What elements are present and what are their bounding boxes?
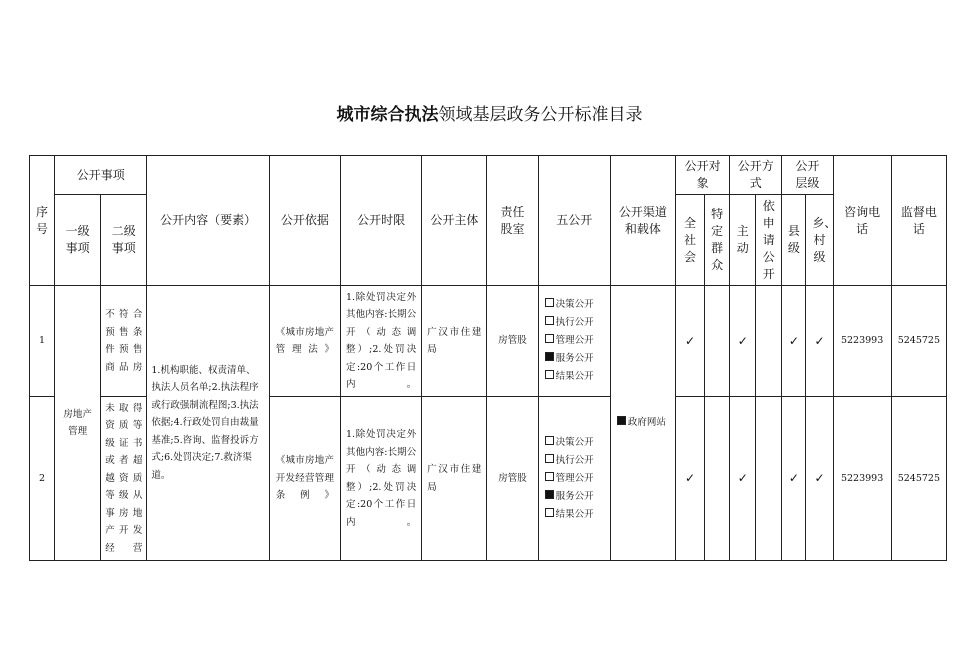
header-consult-phone: 咨询电话 xyxy=(833,156,891,286)
row-seq: 2 xyxy=(30,397,55,561)
method-request-check xyxy=(756,286,782,397)
header-method: 公开方式 xyxy=(730,156,782,195)
header-subject: 公开主体 xyxy=(422,156,487,286)
header-channel: 公开渠道和载体 xyxy=(610,156,675,286)
catalog-table xyxy=(29,155,947,561)
header-seq: 序号 xyxy=(30,156,55,286)
checkbox-icon xyxy=(545,472,554,481)
target-all-check: ✓ xyxy=(676,397,705,561)
checked-box-icon xyxy=(545,352,554,361)
header-department: 责任股室 xyxy=(487,156,538,286)
option-management: 管理公开 xyxy=(545,470,610,488)
level-village-check: ✓ xyxy=(806,397,833,561)
consult-phone: 5223993 xyxy=(833,286,891,397)
header-supervise-phone: 监督电话 xyxy=(891,156,946,286)
header-method-active: 主动 xyxy=(730,195,756,286)
checked-box-icon xyxy=(545,490,554,499)
level-county-check: ✓ xyxy=(782,286,806,397)
time-limit: 1.除处罚决定外其他内容:长期公开（动态调整）;2.处罚决定:20个工作日内。 xyxy=(340,286,421,397)
checkbox-icon xyxy=(545,316,554,325)
header-target: 公开对象 xyxy=(676,156,730,195)
public-subject: 广汉市住建局 xyxy=(422,286,487,397)
checkbox-icon xyxy=(545,370,554,379)
consult-phone: 5223993 xyxy=(833,397,891,561)
public-basis: 《城市房地产开发经营管理条例》 xyxy=(269,397,340,561)
option-result: 结果公开 xyxy=(545,506,610,524)
option-service: 服务公开 xyxy=(545,350,610,368)
target-specific-check xyxy=(705,397,730,561)
header-level2: 二级事项 xyxy=(101,195,147,286)
supervise-phone: 5245725 xyxy=(891,286,946,397)
checkbox-icon xyxy=(545,298,554,307)
level-county-check: ✓ xyxy=(782,397,806,561)
target-specific-check xyxy=(705,286,730,397)
header-public-items: 公开事项 xyxy=(55,156,147,195)
option-result: 结果公开 xyxy=(545,368,610,386)
time-limit: 1.除处罚决定外其他内容:长期公开（动态调整）;2.处罚决定:20个工作日内。 xyxy=(340,397,421,561)
public-basis: 《城市房地产管理法》 xyxy=(269,286,340,397)
five-public-options xyxy=(538,397,610,561)
row-seq: 1 xyxy=(30,286,55,397)
header-method-request: 依申请公开 xyxy=(756,195,782,286)
option-execution: 执行公开 xyxy=(545,452,610,470)
responsible-department: 房管股 xyxy=(487,286,538,397)
method-active-check: ✓ xyxy=(730,286,756,397)
five-public-options xyxy=(538,286,610,397)
header-level: 公开层级 xyxy=(782,156,833,195)
header-level1: 一级事项 xyxy=(55,195,101,286)
header-target-all: 全社会 xyxy=(676,195,705,286)
level1-item: 房地产管理 xyxy=(55,286,101,561)
public-subject: 广汉市住建局 xyxy=(422,397,487,561)
option-execution: 执行公开 xyxy=(545,314,610,332)
option-management: 管理公开 xyxy=(545,332,610,350)
target-all-check: ✓ xyxy=(676,286,705,397)
checked-box-icon xyxy=(617,416,626,425)
header-time-limit: 公开时限 xyxy=(340,156,421,286)
header-target-specific: 特定群众 xyxy=(705,195,730,286)
page-title: 城市综合执法领域基层政务公开标准目录 xyxy=(336,105,643,125)
public-channel: 政府网站 xyxy=(610,286,675,561)
supervise-phone: 5245725 xyxy=(891,397,946,561)
option-decision: 决策公开 xyxy=(545,296,610,314)
public-content: 1.机构职能、权责清单、执法人员名单;2.执法程序或行政强制流程图;3.执法依据;4.行政处罚自由裁量基准;5.咨询、监督投诉方式;6.处罚决定;7.救济渠道。 xyxy=(147,286,269,561)
method-request-check xyxy=(756,397,782,561)
level2-item: 不符合预售条件预售商品房 xyxy=(101,286,147,397)
method-active-check: ✓ xyxy=(730,397,756,561)
checkbox-icon xyxy=(545,334,554,343)
header-five-public: 五公开 xyxy=(538,156,610,286)
checkbox-icon xyxy=(545,508,554,517)
level2-item: 未取得资质等级证书或者超越资质等级从事房地产开发经营 xyxy=(101,397,147,561)
checkbox-icon xyxy=(545,454,554,463)
table-row xyxy=(30,286,947,397)
header-content: 公开内容（要素） xyxy=(147,156,269,286)
option-service: 服务公开 xyxy=(545,488,610,506)
header-level-village: 乡、村级 xyxy=(806,195,833,286)
option-decision: 决策公开 xyxy=(545,434,610,452)
header-row-1 xyxy=(30,156,947,195)
responsible-department: 房管股 xyxy=(487,397,538,561)
checkbox-icon xyxy=(545,436,554,445)
level-village-check: ✓ xyxy=(806,286,833,397)
header-level-county: 县级 xyxy=(782,195,806,286)
header-basis: 公开依据 xyxy=(269,156,340,286)
